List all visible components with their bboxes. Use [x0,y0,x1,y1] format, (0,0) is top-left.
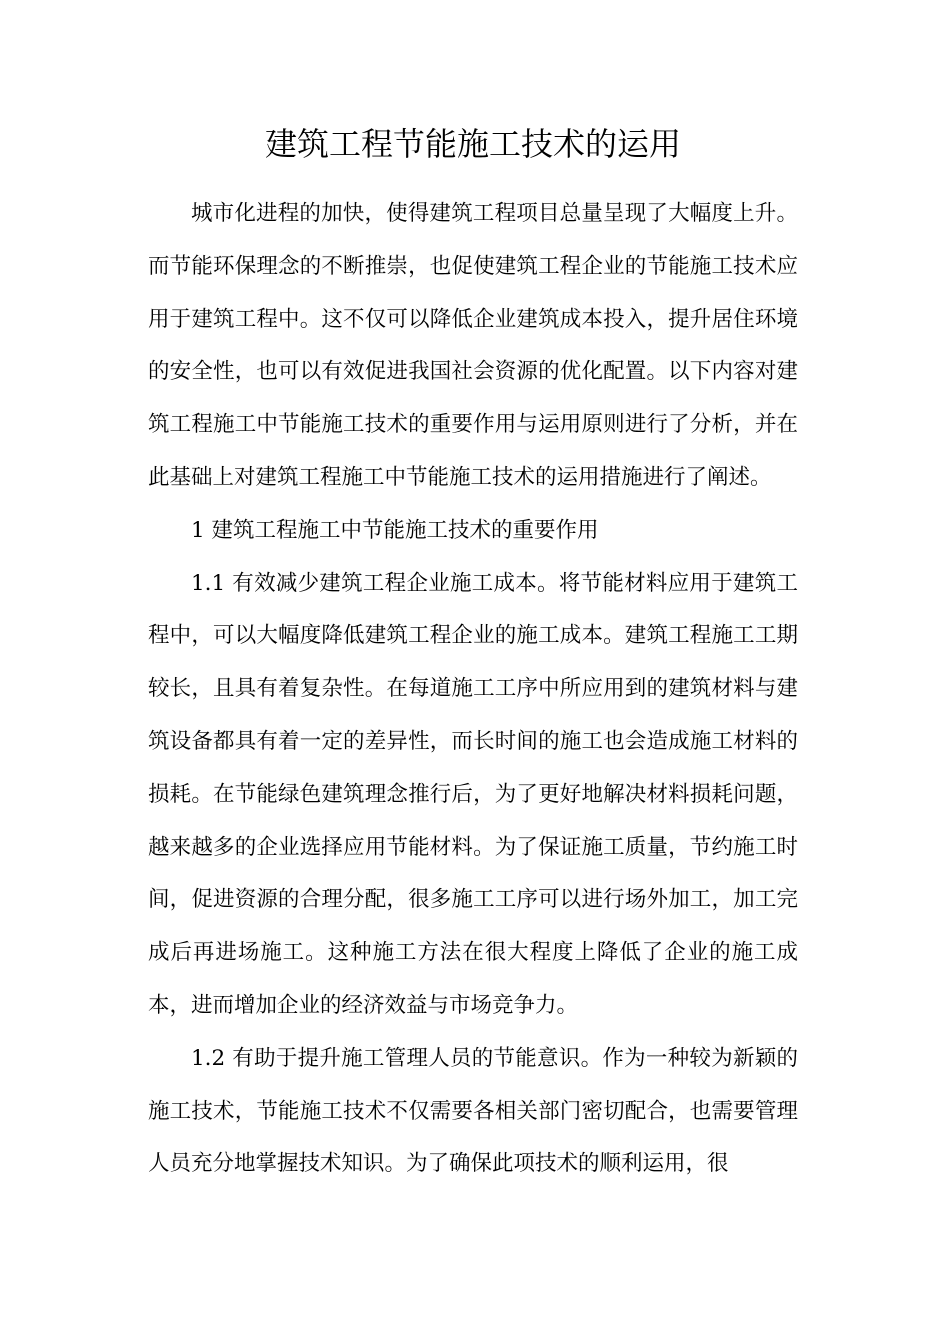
document-title: 建筑工程节能施工技术的运用 [264,125,681,163]
paragraph-1-2: 1.2 有助于提升施工管理人员的节能意识。作为一种较为新颖的施工技术，节能施工技术不仅需要各相关部门密切配合，也需要管理人员充分地掌握技术知识。为了确保此项技术的顺利运用，很 [148,1045,798,1177]
document-body [148,188,798,1191]
section-heading-1: 1 建筑工程施工中节能施工技术的重要作用 [191,517,599,543]
paragraph-1-1: 1.1 有效减少建筑工程企业施工成本。将节能材料应用于建筑工程中，可以大幅度降低建筑工程企业的施工成本。建筑工程施工工期较长，且具有着复杂性。在每道施工工序中所应用到的建筑材料与建筑设备都具有着一定的差异性，而长时间的施工也会造成施工材料的损耗。在节能绿色建筑理念推行后，为了更好地解决材料损耗问题，越来越多的企业选择应用节能材料。为了保证施工质量，节约施工时间，促进资源的合理分配，很多施工工序可以进行场外加工，加工完成后再进场施工。这种施工方法在很大程度上降低了企业的施工成本，进而增加企业的经济效益与市场竞争力。 [148,570,798,1018]
paragraph-intro: 城市化进程的加快，使得建筑工程项目总量呈现了大幅度上升。而节能环保理念的不断推崇，也促使建筑工程企业的节能施工技术应用于建筑工程中。这不仅可以降低企业建筑成本投入，提升居住环境的安全性，也可以有效促进我国社会资源的优化配置。以下内容对建筑工程施工中节能施工技术的重要作用与运用原则进行了分析，并在此基础上对建筑工程施工中节能施工技术的运用措施进行了阐述。 [148,201,798,490]
